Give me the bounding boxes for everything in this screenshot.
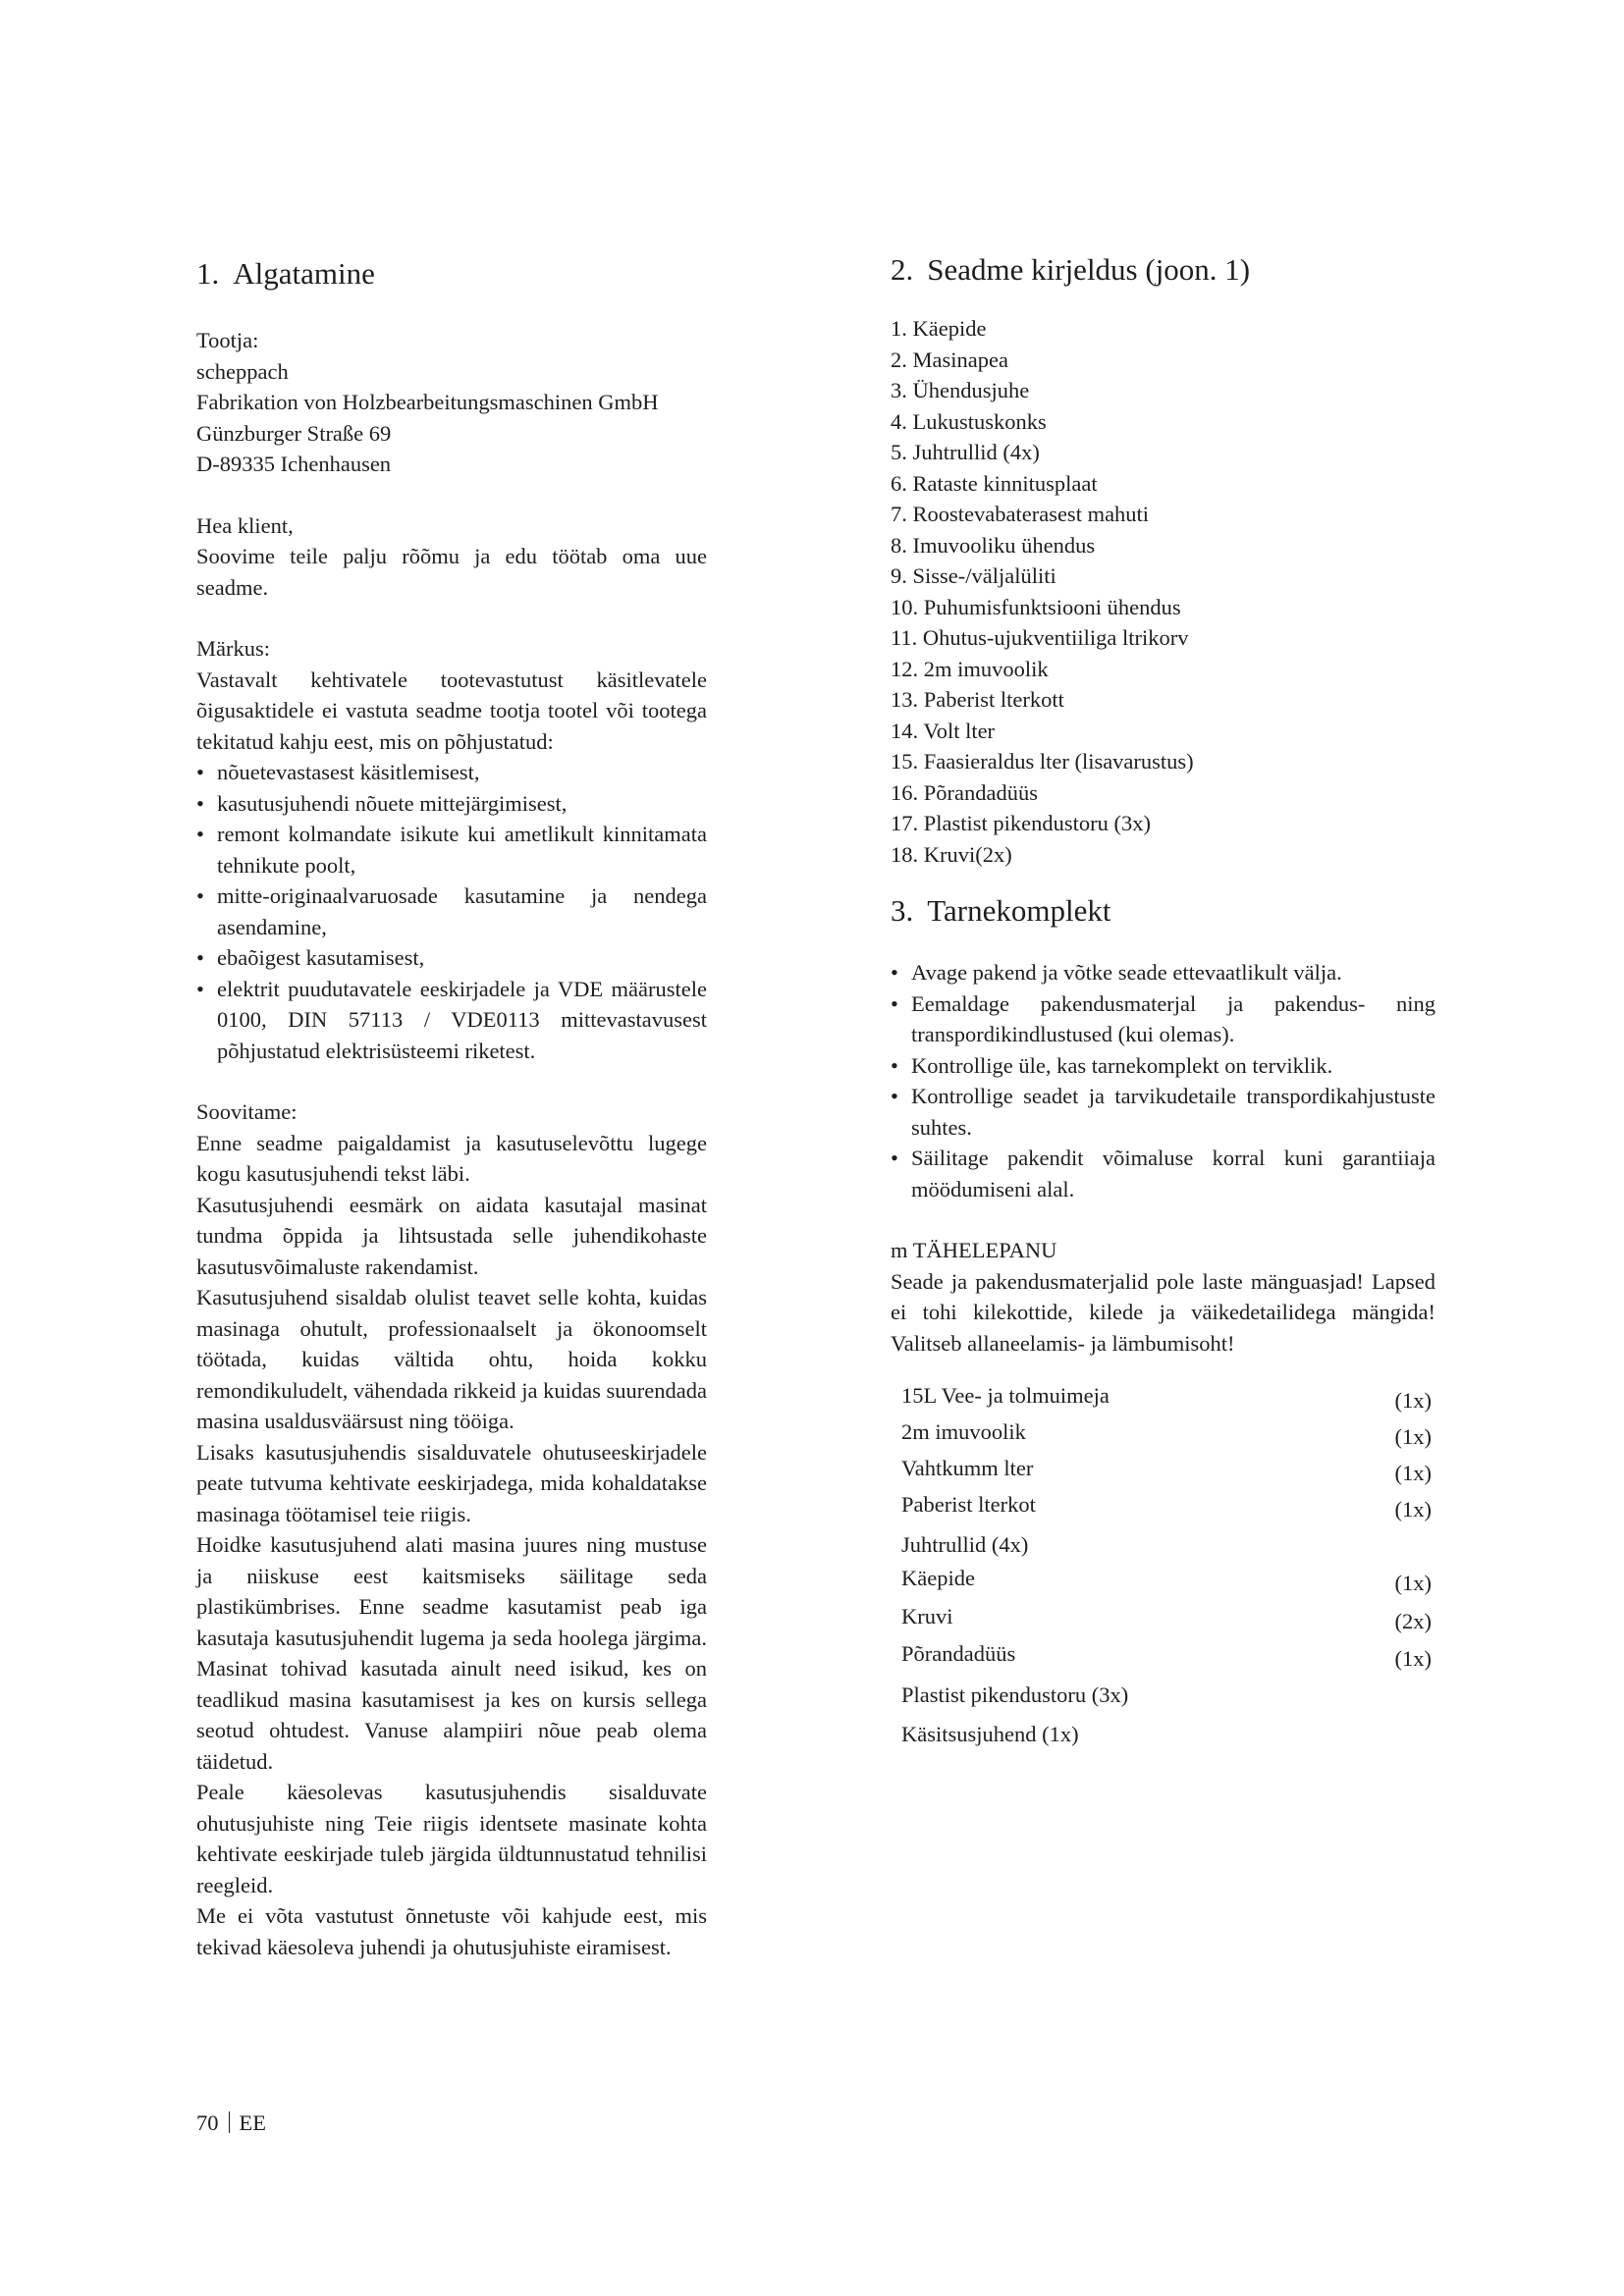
delivery-item: • Kontrollige üle, kas tarnekomplekt on terviklik. (891, 1050, 1435, 1082)
description-item: 15. Faasieraldus lter (lisavarustus) (891, 749, 1194, 774)
package-row (901, 1380, 1434, 1416)
package-item-name: Juhtrullid (4x) (901, 1532, 1029, 1557)
package-item-name: 15L Vee- ja tolmuimeja (901, 1383, 1110, 1408)
description-item: 8. Imuvooliku ühendus (891, 532, 1096, 558)
warning-title: m TÄHELEPANU (891, 1238, 1057, 1262)
recommend-paragraph: Enne seadme paigaldamist ja kasutuselevõttu lugege kogu kasutusjuhendi tekst läbi. (196, 1130, 707, 1186)
package-item-name: 2m imuvoolik (901, 1419, 1026, 1444)
section-3-heading (891, 891, 1435, 931)
manufacturer-block (196, 325, 707, 480)
footer-separator (229, 2111, 230, 2133)
description-item: 4. Lukustuskonks (891, 408, 1047, 434)
delivery-item: • Kontrollige seadet ja tarvikudetaile transpordikahjustuste suhtes. (891, 1081, 1435, 1143)
description-item: 7. Roostevabaterasest mahuti (891, 502, 1150, 526)
package-row (901, 1601, 1434, 1638)
greeting: Hea klient, (196, 512, 294, 538)
section-1-title: Algatamine (233, 256, 375, 291)
recommend-paragraph: Hoidke kasutusjuhend alati masina juures ning mustuse ja niiskuse eest kaitsmiseks säilitage seda plastikümbrises. Enne seadme kasutamist peab iga kasutaja kasutusjuhendit lugema ja seda hoolega järgima. Masinat tohivad kasutada ainult need isikud, kes on teadlikud masina kasutamisest ja kes on kursis sellega seotud ohtudest. Vanuse alampiiri nõue peab olema täidetud. (196, 1532, 707, 1774)
package-item-name: Põrandadüüs (901, 1641, 1016, 1666)
note-item: • ebaõigest kasutamisest, (196, 942, 707, 974)
description-item: 13. Paberist lterkott (891, 687, 1064, 712)
description-item: 9. Sisse-/väljalüliti (891, 563, 1056, 588)
package-item-qty: (2x) (1394, 1609, 1432, 1633)
note-item: • mitte-originaalvaruosade kasutamine ja nendega asendamine, (196, 881, 707, 942)
package-item-qty: (1x) (1394, 1571, 1432, 1595)
package-item-name: Käsitsusjuhend (1x) (901, 1722, 1079, 1746)
manufacturer-line: D-89335 Ichenhausen (196, 452, 392, 476)
package-row (901, 1680, 1434, 1719)
note-item: • elektrit puudutavatele eeskirjadele ja VDE määrustele 0100, DIN 57113 / VDE0113 mittevastavusest põhjustatud elektrisüsteemi riketest. (196, 974, 707, 1067)
recommend-paragraph: Kasutusjuhendi eesmärk on aidata kasutajal masinat tundma õppida ja lihtsustada selle juhendikohaste kasutusvõimaluste rakendamist. (196, 1192, 707, 1279)
package-item-qty: (1x) (1394, 1388, 1432, 1413)
page-number: 70 (196, 2110, 219, 2135)
package-row (901, 1416, 1434, 1453)
package-item-name: Käepide (901, 1566, 975, 1590)
package-item-name: Paberist lterkot (901, 1492, 1036, 1517)
greeting-text: Soovime teile palju rõõmu ja edu töötab oma uue seadme. (196, 544, 707, 600)
language-code: EE (239, 2110, 266, 2135)
note-list (196, 757, 707, 1066)
description-item: 3. Ühendusjuhe (891, 378, 1030, 402)
delivery-item: • Eemaldage pakendusmaterjal ja pakendus- ning transpordikindlustused (kui olemas). (891, 988, 1435, 1050)
section-2-number: 2. (891, 252, 914, 287)
manufacturer-line: scheppach (196, 358, 289, 384)
section-1-number: 1. (196, 256, 220, 291)
description-item: 5. Juhtrullid (4x) (891, 440, 1040, 464)
recommend-paragraph: Lisaks kasutusjuhendis sisalduvatele ohutuseeskirjadele peate tutvuma kehtivate eeskirjadega, mida kohaldatakse masinaga töötamisel teie riigis. (196, 1439, 707, 1526)
package-item-qty: (1x) (1394, 1497, 1432, 1522)
note-intro: Vastavalt kehtivatele tootevastutust käsitlevatele õigusaktidele ei vastuta seadme tootja tootel või tootega tekitatud kahju eest, mis on põhjustatud: (196, 667, 707, 754)
description-item: 6. Rataste kinnitusplaat (891, 470, 1098, 496)
manufacturer-line: Fabrikation von Holzbearbeitungsmaschinen GmbH (196, 390, 659, 414)
description-item: 2. Masinapea (891, 347, 1008, 372)
description-item: 11. Ohutus-ujukventiiliga ltrikorv (891, 625, 1189, 650)
recommend-paragraph: Peale käesolevas kasutusjuhendis sisalduvate ohutusjuhiste ning Teie riigis identsete masinate kohta kehtivate eeskirjade tuleb järgida üldtunnustatud tehnilisi reegleid. (196, 1780, 707, 1897)
section-2-title: Seadme kirjeldus (joon. 1) (927, 252, 1251, 287)
section-3-number: 3. (891, 893, 914, 928)
description-item: 12. 2m imuvoolik (891, 656, 1049, 681)
package-row (901, 1489, 1434, 1529)
delivery-item: • Avage pakend ja võtke seade ettevaatlikult välja. (891, 957, 1435, 988)
right-column (891, 250, 1435, 1752)
recommend-paragraph: Kasutusjuhend sisaldab olulist teavet selle kohta, kuidas masinaga ohutult, professionaalselt ja ökonoomselt töötada, kuidas vältida ohtu, hoida kokku remondikuludelt, vähendada rikkeid ja kuidas suurendada masina usaldusväärsust ning tööiga. (196, 1285, 707, 1433)
note-item: • kasutusjuhendi nõuete mittejärgimisest, (196, 788, 707, 820)
note-item: • remont kolmandate isikute kui ametlikult kinnitamata tehnikute poolt, (196, 819, 707, 881)
package-item-qty: (1x) (1394, 1646, 1432, 1671)
package-item-qty: (1x) (1394, 1461, 1432, 1485)
recommend-label: Soovitame: (196, 1099, 298, 1124)
description-item: 17. Plastist pikendustoru (3x) (891, 811, 1151, 835)
delivery-list (891, 957, 1435, 1204)
manufacturer-line: Günzburger Straße 69 (196, 420, 392, 446)
package-item-name: Plastist pikendustoru (3x) (901, 1682, 1129, 1707)
package-row (901, 1529, 1434, 1563)
description-list (891, 313, 1435, 870)
note-label: Märkus: (196, 636, 270, 661)
package-item-qty: (1x) (1394, 1424, 1432, 1449)
package-row (901, 1719, 1434, 1752)
warning-text: Seade ja pakendusmaterjalid pole laste mänguasjad! Lapsed ei tohi kilekottide, kilede ja väikedetailidega mängida! Valitseb allaneelamis- ja lämbumisoht! (891, 1268, 1435, 1356)
description-item: 16. Põrandadüüs (891, 779, 1038, 805)
description-item: 14. Volt lter (891, 718, 996, 743)
section-2-heading (891, 250, 1435, 290)
left-column (196, 250, 707, 1962)
note-item: • nõuetevastasest käsitlemisest, (196, 757, 707, 788)
section-1-heading (196, 254, 707, 294)
description-item: 18. Kruvi(2x) (891, 841, 1012, 867)
package-item-name: Vahtkumm lter (901, 1456, 1034, 1480)
description-item: 10. Puhumisfunktsiooni ühendus (891, 594, 1181, 619)
section-3-title: Tarnekomplekt (927, 893, 1111, 928)
package-item-name: Kruvi (901, 1604, 953, 1629)
package-row (901, 1638, 1434, 1680)
delivery-item: • Säilitage pakendit võimaluse korral kuni garantiiaja möödumiseni alal. (891, 1143, 1435, 1204)
recommend-paragraph: Me ei võta vastutust õnnetuste või kahjude eest, mis tekivad käesoleva juhendi ja ohutusjuhiste eiramisest. (196, 1903, 707, 1959)
package-row (901, 1563, 1434, 1601)
description-item: 1. Käepide (891, 316, 987, 341)
package-row (901, 1453, 1434, 1489)
manufacturer-label: Tootja: (196, 328, 259, 352)
page-footer (196, 2109, 266, 2138)
package-list (901, 1380, 1434, 1752)
